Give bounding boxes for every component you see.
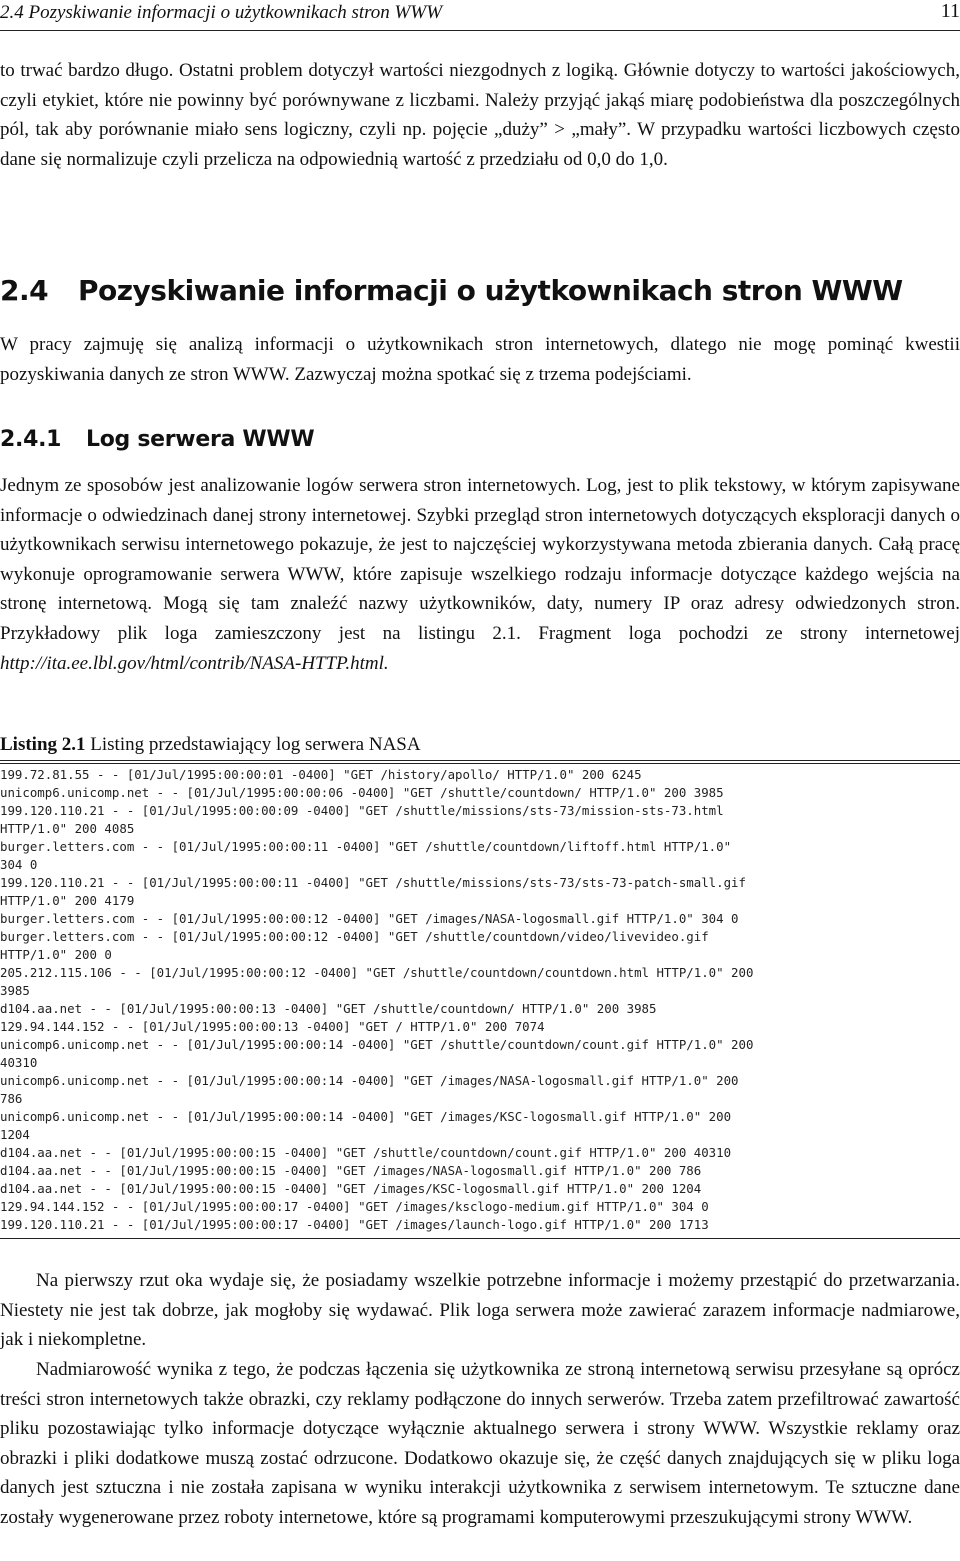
log-line: HTTP/1.0" 200 4085 <box>0 821 135 836</box>
paragraph-section-intro: W pracy zajmuję się analizą informacji o użytkownikach stron internetowych, dlatego nie mogę pominąć kwestii pozyskiwania danych ze stron WWW. Zazwyczaj można spotkać się z trzema podejściami. <box>0 334 960 385</box>
log-line: unicomp6.unicomp.net - - [01/Jul/1995:00:00:14 -0400] "GET /images/KSC-logosmall.gif HTTP/1.0" 200 <box>0 1109 732 1124</box>
listing-caption <box>0 734 421 756</box>
log-line: HTTP/1.0" 200 0 <box>0 947 112 962</box>
server-log-listing <box>0 766 960 1234</box>
log-line: HTTP/1.0" 200 4179 <box>0 893 135 908</box>
log-line: 199.120.110.21 - - [01/Jul/1995:00:00:09 -0400] "GET /shuttle/missions/sts-73/mission-sts-73.html <box>0 803 724 818</box>
subsection-title: Log serwera WWW <box>86 427 315 452</box>
section-number: 2.4 <box>0 274 49 307</box>
log-line: 205.212.115.106 - - [01/Jul/1995:00:00:12 -0400] "GET /shuttle/countdown/countdown.html HTTP/1.0" 200 <box>0 965 754 980</box>
log-line: burger.letters.com - - [01/Jul/1995:00:00:11 -0400] "GET /shuttle/countdown/liftoff.html HTTP/1.0" <box>0 839 732 854</box>
log-line: 129.94.144.152 - - [01/Jul/1995:00:00:17 -0400] "GET /images/ksclogo-medium.gif HTTP/1.0" 304 0 <box>0 1199 709 1214</box>
log-line: d104.aa.net - - [01/Jul/1995:00:00:13 -0400] "GET /shuttle/countdown/ HTTP/1.0" 200 3985 <box>0 1001 657 1016</box>
log-line: d104.aa.net - - [01/Jul/1995:00:00:15 -0400] "GET /images/NASA-logosmall.gif HTTP/1.0" 200 786 <box>0 1163 702 1178</box>
paragraph-intro: to trwać bardzo długo. Ostatni problem dotyczył wartości niezgodnych z logiką. Głównie dotyczy to wartości jakościowych, czyli etykiet, które nie powinny być porównywane z liczbami. Należy przyjąć jakąś miarę podobieństwa dla poszczególnych pól, tak aby porównanie miało sens logiczny, czyli np. pojęcie „duży” > „mały”. W przypadku wartości liczbowych często dane się normalizuje czyli przelicza na odpowiednią wartość z przedziału od 0,0 do 1,0. <box>0 60 960 170</box>
listing-top-rule-inner <box>0 763 960 764</box>
log-line: 129.94.144.152 - - [01/Jul/1995:00:00:13 -0400] "GET / HTTP/1.0" 200 7074 <box>0 1019 545 1034</box>
log-line: d104.aa.net - - [01/Jul/1995:00:00:15 -0400] "GET /shuttle/countdown/count.gif HTTP/1.0" 200 40310 <box>0 1145 732 1160</box>
subsection-heading <box>0 427 314 452</box>
log-line: d104.aa.net - - [01/Jul/1995:00:00:15 -0400] "GET /images/KSC-logosmall.gif HTTP/1.0" 200 1204 <box>0 1181 702 1196</box>
log-line: burger.letters.com - - [01/Jul/1995:00:00:12 -0400] "GET /shuttle/countdown/video/livevideo.gif <box>0 929 709 944</box>
log-line: 786 <box>0 1091 23 1106</box>
log-line: unicomp6.unicomp.net - - [01/Jul/1995:00:00:14 -0400] "GET /images/NASA-logosmall.gif HTTP/1.0" 200 <box>0 1073 739 1088</box>
listing-bottom-rule <box>0 1238 960 1239</box>
listing-caption-text: Listing przedstawiający log serwera NASA <box>90 734 421 755</box>
log-line: 1204 <box>0 1127 30 1142</box>
header-rule <box>0 30 960 31</box>
log-line: burger.letters.com - - [01/Jul/1995:00:00:12 -0400] "GET /images/NASA-logosmall.gif HTTP/1.0" 304 0 <box>0 911 739 926</box>
listing-label: Listing 2.1 <box>0 734 86 755</box>
running-header <box>0 0 960 30</box>
log-line: 40310 <box>0 1055 38 1070</box>
log-line: 199.72.81.55 - - [01/Jul/1995:00:00:01 -0400] "GET /history/apollo/ HTTP/1.0" 200 6245 <box>0 767 642 782</box>
log-line: unicomp6.unicomp.net - - [01/Jul/1995:00:00:06 -0400] "GET /shuttle/countdown/ HTTP/1.0" 200 3985 <box>0 785 724 800</box>
paragraph-redundancy: Nadmiarowość wynika z tego, że podczas łączenia się użytkownika ze stroną internetową serwisu przesyłane są oprócz treści stron internetowych także obrazki, czy reklamy podłączone do innych serwerów. Trzeba zatem przefiltrować zawartość pliku pozostawiając tylko informacje dotyczące wyłącznie aktualnego serwera i strony WWW. Wszystkie reklamy oraz obrazki i pliki dodatkowe muszą zostać odrzucone. Dodatkowo okazuje się, że część danych znajdujących się w pliku loga danych jest sztuczna i nie została zapisana w wyniku interakcji użytkownika z serwisem internetowym. Te sztuczne dane zostały wygenerowane przez roboty internetowe, które są programami komputerowymi przeszukującymi strony WWW. <box>0 1359 960 1528</box>
subsection-number: 2.4.1 <box>0 427 62 452</box>
paragraph-server-log-text: Jednym ze sposobów jest analizowanie logów serwera stron internetowych. Log, jest to plik tekstowy, w którym zapisywane informacje o odwiedzinach danej strony internetowej. Szybki przegląd stron internetowych dotyczących eksploracji danych o użytkownikach serwisu internetowego pokazuje, że jest to najczęściej wykorzystywana metoda zbierania danych. Całą pracę wykonuje oprogramowanie serwera WWW, które zapisuje wszelkiego rodzaju informacje dotyczące każdego wejścia na stronę internetową. Mogą się tam znaleźć nazwy użytkowników, daty, numery IP oraz adresy odwiedzonych stron. Przykładowy plik loga zamieszczony jest na listingu 2.1. Fragment loga pochodzi ze strony internetowej <box>0 475 960 644</box>
log-line: 199.120.110.21 - - [01/Jul/1995:00:00:17 -0400] "GET /images/launch-logo.gif HTTP/1.0" 200 1713 <box>0 1217 709 1232</box>
log-line: 199.120.110.21 - - [01/Jul/1995:00:00:11 -0400] "GET /shuttle/missions/sts-73/sts-73-patch-small.gif <box>0 875 746 890</box>
section-heading <box>0 274 903 307</box>
log-line: unicomp6.unicomp.net - - [01/Jul/1995:00:00:14 -0400] "GET /shuttle/countdown/count.gif HTTP/1.0" 200 <box>0 1037 754 1052</box>
log-line: 304 0 <box>0 857 38 872</box>
page-number: 11 <box>940 0 960 22</box>
running-title: 2.4 Pozyskiwanie informacji o użytkownikach stron WWW <box>0 2 443 23</box>
log-line: 3985 <box>0 983 30 998</box>
paragraph-first-glance: Na pierwszy rzut oka wydaje się, że posiadamy wszelkie potrzebne informacje i możemy przestąpić do przetwarzania. Niestety nie jest tak dobrze, jak mogłoby się wydawać. Plik loga serwera może zawierać zarazem informacje nadmiarowe, jak i niekompletne. <box>0 1270 960 1351</box>
listing-top-rule <box>0 760 960 761</box>
section-title: Pozyskiwanie informacji o użytkownikach stron WWW <box>78 274 903 307</box>
paragraph-server-log <box>0 471 960 678</box>
source-url[interactable]: http://ita.ee.lbl.gov/html/contrib/NASA-HTTP.html. <box>0 652 389 674</box>
